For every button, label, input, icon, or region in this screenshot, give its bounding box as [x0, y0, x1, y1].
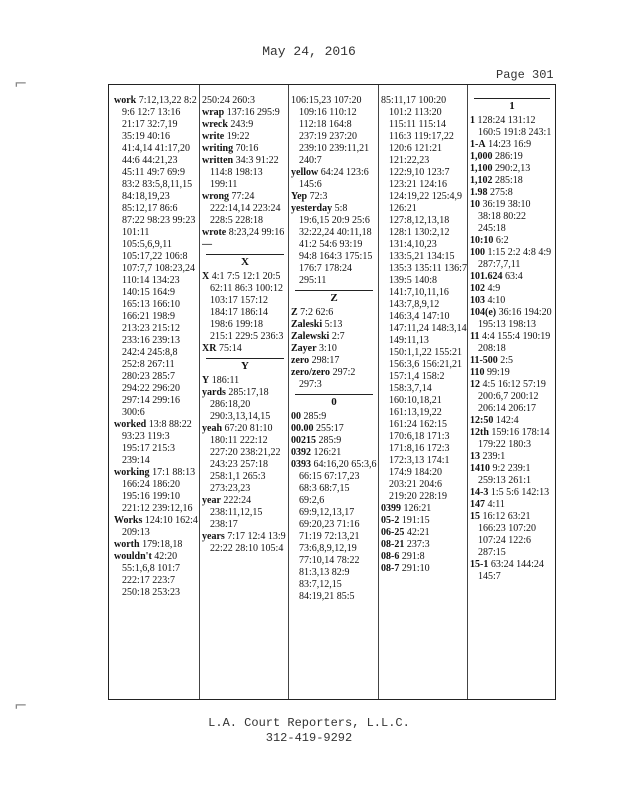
index-entry: [470, 307, 554, 331]
index-entry: [291, 331, 377, 343]
index-page-refs: 1:5 5:6 142:13: [490, 487, 550, 498]
index-page-refs: 7:17 12:4 13:9 22:22 28:10 105:4: [210, 531, 286, 554]
index-entry: [381, 551, 467, 563]
index-term: 06-25: [381, 527, 405, 538]
index-term: yards: [202, 387, 226, 398]
index-term: yellow: [291, 167, 319, 178]
index-term: 1,100: [470, 163, 493, 174]
index-page-refs: 186:11: [211, 375, 240, 386]
index-entry: [202, 131, 288, 143]
column-divider: [199, 85, 200, 699]
index-term: 15: [470, 511, 480, 522]
index-entry: [202, 119, 288, 131]
index-term: 11-500: [470, 355, 498, 366]
index-page-refs: 250:24 260:3: [202, 95, 256, 106]
index-entry: [470, 427, 554, 451]
index-term: 1: [470, 115, 475, 126]
index-entry: [470, 487, 554, 499]
index-term: 15-1: [470, 559, 489, 570]
index-page-refs: 36:16 194:20 195:13 198:13: [478, 307, 552, 330]
index-page-refs: 159:16 178:14 179:22 180:3: [478, 427, 550, 450]
index-page-refs: 3:10: [319, 343, 337, 354]
index-term: 08-7: [381, 563, 400, 574]
index-term: 110: [470, 367, 485, 378]
index-entry: [470, 283, 554, 295]
index-page-refs: 106:15,23 107:20 109:16 110:12 112:18 164:8 237:19 237:20 239:10 239:11,21 240:7: [291, 95, 370, 166]
index-page-refs: 4:11: [487, 499, 505, 510]
index-term: 00215: [291, 435, 316, 446]
index-column-2: [202, 95, 288, 693]
index-entry: [202, 495, 288, 531]
index-entry: [291, 411, 377, 423]
index-entry: [291, 447, 377, 459]
page-number: Page 301: [496, 68, 554, 82]
index-term: 1,102: [470, 175, 493, 186]
index-entry: [202, 107, 288, 119]
index-entry: [114, 467, 198, 515]
index-entry: [291, 307, 377, 319]
index-page-refs: 72:3: [309, 191, 328, 202]
index-term: Zalewski: [291, 331, 330, 342]
index-page-refs: 243:9: [230, 119, 254, 130]
index-term: wrap: [202, 107, 225, 118]
index-page-refs: 297:2 297:3: [299, 367, 356, 390]
index-term: yeah: [202, 423, 222, 434]
index-entry: [114, 419, 198, 467]
index-term: 00.00: [291, 423, 314, 434]
index-term: wreck: [202, 119, 228, 130]
index-column-5: [470, 95, 554, 693]
index-page-refs: 237:3: [406, 539, 430, 550]
index-term: 10:10: [470, 235, 494, 246]
index-entry: [202, 375, 288, 387]
index-page-refs: 77:24 222:14,14 223:24 228:5 228:18: [210, 191, 281, 226]
index-page-refs: 286:19: [495, 151, 523, 162]
index-page-refs: 6:2: [495, 235, 509, 246]
index-entry: [470, 271, 554, 283]
index-page-refs: 285:9: [318, 435, 342, 446]
index-entry: [470, 367, 554, 379]
footer-company: L.A. Court Reporters, L.L.C.: [208, 716, 410, 730]
index-entry: [114, 95, 198, 419]
index-term: 12:50: [470, 415, 494, 426]
index-page-refs: 2:5: [500, 355, 514, 366]
index-page-refs: 4:4 155:4 190:19 208:18: [478, 331, 551, 354]
index-page-refs: 42:20 55:1,6,8 101:7 222:17 223:7 250:18 253:23: [122, 551, 181, 598]
index-page-refs: 42:21: [406, 527, 430, 538]
index-term: zero/zero: [291, 367, 331, 378]
index-page-refs: 5:8 19:6,15 20:9 25:6 32:22,24 40:11,18 41:2 54:6 93:19 94:8 164:3 175:15 176:7 178:24 295:11: [299, 203, 373, 286]
index-term: 147: [470, 499, 485, 510]
index-page-refs: 67:20 81:10 180:11 222:12 227:20 238:21,22 243:23 257:18 258:1,1 265:3 273:23,23: [210, 423, 281, 494]
index-entry: [114, 539, 198, 551]
index-page-refs: 7:2 62:6: [300, 307, 334, 318]
index-term: 14-3: [470, 487, 489, 498]
index-section-header: X: [206, 254, 284, 268]
index-entry: [470, 499, 554, 511]
index-page-refs: 75:14: [218, 343, 242, 354]
index-term: X: [202, 271, 210, 282]
index-entry: [381, 539, 467, 551]
index-term: worth: [114, 539, 140, 550]
index-entry: [291, 203, 377, 287]
index-entry: [202, 143, 288, 155]
index-entry: [202, 343, 288, 355]
index-page-refs: 142:4: [495, 415, 519, 426]
index-page-refs: 222:24 238:11,12,15 238:17: [210, 495, 263, 530]
index-page-refs: 85:11,17 100:20 101:2 113:20 115:11 115:14 116:3 119:17,22 120:6 121:21 121:22,23 122:9,10 123:7 123:21 124:16 124:19,22 125:4,9 126:21 127:8,12,13,18 128:1 130:2,12 131:4,10,23 133:5,21 134:15 135:3 135:11 136:7 139:5 140:8 141:7,10,11,16 143:7,8,9,12 146:3,4 147:10 147:11,24 148:3,14 149:11,13 150:1,1,22 155:21 156:3,6 156:21,21 157:1,4 158:2 158:3,7,14 160:10,18,21 161:13,19,22 161:24 162:15 170:6,18 171:3 171:8,16 172:3 172:3,13 174:1 174:9 184:20 203:21 204:6 219:20 228:19: [381, 95, 467, 502]
index-entry: [202, 155, 288, 191]
index-term: 103: [470, 295, 485, 306]
index-page-refs: 4:5 16:12 57:19 200:6,7 200:12 206:14 206:17: [478, 379, 546, 414]
index-page-refs: 7:12,13,22 8:2 9:6 12:7 13:16 21:17 32:7,19 35:19 40:16 41:4,14 41:17,20 44:6 44:21,23 45:11 49:7 69:9 83:2 83:5,8,11,15 84:18,19,23 85:12,17 86:6 87:22 98:23 99:23 101:11 105:5,6,9,11 105:17,22 106:8 107:7,7 108:23,24 110:14 134:23 140:15 164:9 165:13 166:10 166:21 198:9 213:23 215:12 233:16 239:13 242:4 245:8,8 252:8 267:11 280:23 285:7 294:22 296:20 297:14 299:16 300:6: [122, 95, 197, 418]
index-entry: [202, 227, 288, 239]
index-entry: [381, 515, 467, 527]
index-page-refs: 16:12 63:21 166:23 107:20 107:24 122:6 287:15: [478, 511, 537, 558]
index-page-refs: 126:21: [313, 447, 342, 458]
index-term: 0393: [291, 459, 311, 470]
index-column-3: [291, 95, 377, 693]
index-page-refs: 291:8: [401, 551, 425, 562]
index-page-refs: 34:3 91:22 114:8 198:13 199:11: [210, 155, 279, 190]
index-page-refs: 19:22: [226, 131, 250, 142]
index-entry: [470, 355, 554, 367]
index-page-refs: 36:19 38:10 38:18 80:22 245:18: [478, 199, 531, 234]
index-entry: [470, 463, 554, 487]
index-page-refs: 99:19: [486, 367, 510, 378]
index-entry: [470, 175, 554, 187]
index-term: work: [114, 95, 137, 106]
index-term: year: [202, 495, 221, 506]
index-term: 101.624: [470, 271, 503, 282]
index-entry: [470, 115, 554, 139]
index-term: Y: [202, 375, 210, 386]
index-term: 08-6: [381, 551, 400, 562]
index-entry: [202, 271, 288, 343]
index-term: 1410: [470, 463, 490, 474]
index-entry: [291, 319, 377, 331]
index-page-refs: 298:17: [311, 355, 340, 366]
index-section-header: 1: [474, 98, 550, 112]
index-page-refs: 64:24 123:6 145:6: [299, 167, 369, 190]
index-entry: [470, 247, 554, 271]
index-term: 11: [470, 331, 480, 342]
index-term: —: [202, 239, 212, 250]
index-page-refs: 13:8 88:22 93:23 119:3 195:17 215:3 239:14: [122, 419, 192, 466]
index-entry: [291, 343, 377, 355]
index-column-1: [114, 95, 198, 693]
index-term: 0392: [291, 447, 311, 458]
index-entry: [470, 187, 554, 199]
scan-mark-top: ⌐: [14, 74, 28, 93]
index-entry: [381, 563, 467, 575]
index-term: 05-2: [381, 515, 400, 526]
column-divider: [288, 85, 289, 699]
index-term: 10: [470, 199, 480, 210]
index-entry: [470, 451, 554, 463]
index-page-refs: 191:15: [401, 515, 430, 526]
index-page-refs: 137:16 295:9: [226, 107, 280, 118]
index-page-refs: 9:2 239:1 259:13 261:1: [478, 463, 532, 486]
index-page-refs: 63:24 144:24 145:7: [478, 559, 544, 582]
index-entry: [202, 95, 288, 107]
index-term: 100: [470, 247, 485, 258]
index-page-refs: 4:10: [487, 295, 506, 306]
index-frame: [108, 84, 556, 700]
column-divider: [467, 85, 468, 699]
index-term: write: [202, 131, 225, 142]
index-page-refs: 291:10: [401, 563, 430, 574]
footer-phone: 312-419-9292: [265, 731, 353, 745]
index-term: worked: [114, 419, 147, 430]
index-term: 104(e): [470, 307, 497, 318]
index-entry: [291, 459, 377, 603]
index-entry: [470, 511, 554, 559]
index-term: wrote: [202, 227, 227, 238]
scan-mark-bottom: ⌐: [14, 696, 28, 715]
index-page-refs: 64:16,20 65:3,6 66:15 67:17,23 68:3 68:7,15 69:2,6 69:9,12,13,17 69:20,23 71:16 71:19 72:13,21 73:6,8,9,12,19 77:10,14 78:22 81:3,13 82:9 83:7,12,15 84:19,21 85:5: [299, 459, 377, 602]
index-term: Z: [291, 307, 298, 318]
index-page-refs: 275:8: [490, 187, 513, 198]
index-term: Zaleski: [291, 319, 323, 330]
index-term: Works: [114, 515, 143, 526]
index-page-refs: 1:15 2:2 4:8 4:9 287:7,7,11: [478, 247, 552, 270]
index-term: written: [202, 155, 234, 166]
index-term: working: [114, 467, 150, 478]
index-page-refs: 285:9: [303, 411, 327, 422]
index-term: 1-A: [470, 139, 486, 150]
index-page-refs: 63:4: [505, 271, 523, 282]
index-page-refs: 285:17,18 286:18,20 290:3,13,14,15: [210, 387, 271, 422]
index-page-refs: 2:7: [331, 331, 345, 342]
index-entry: [381, 95, 467, 503]
index-page-refs: 285:18: [495, 175, 523, 186]
index-page-refs: 4:9: [487, 283, 501, 294]
index-page-refs: 70:16: [235, 143, 259, 154]
index-entry: [470, 235, 554, 247]
index-entry: [202, 423, 288, 495]
index-page-refs: 8:23,24 99:16: [228, 227, 285, 238]
index-term: years: [202, 531, 225, 542]
index-page-refs: 290:2,13: [495, 163, 531, 174]
header-date: May 24, 2016: [262, 44, 356, 59]
index-section-header: Y: [206, 358, 284, 372]
index-page-refs: 179:18,18: [142, 539, 183, 550]
index-term: yesterday: [291, 203, 333, 214]
index-term: 12th: [470, 427, 489, 438]
index-entry: [114, 551, 198, 599]
index-entry: [470, 331, 554, 355]
index-entry: [291, 95, 377, 167]
index-entry: [381, 527, 467, 539]
index-page-refs: 255:17: [316, 423, 344, 434]
index-section-header: 0: [295, 394, 373, 408]
index-section-header: Z: [295, 290, 373, 304]
index-page-refs: 14:23 16:9: [488, 139, 532, 150]
index-page-refs: 17:1 88:13 166:24 186:20 195:16 199:10 221:12 239:12,16: [122, 467, 196, 514]
index-entry: [470, 163, 554, 175]
index-term: Zayer: [291, 343, 317, 354]
index-entry: [202, 191, 288, 227]
index-entry: [470, 199, 554, 235]
index-term: 1,000: [470, 151, 493, 162]
index-entry: [202, 387, 288, 423]
index-entry: [291, 367, 377, 391]
index-term: writing: [202, 143, 234, 154]
index-page-refs: 239:1: [482, 451, 506, 462]
index-entry: [291, 423, 377, 435]
index-term: XR: [202, 343, 217, 354]
index-entry: [291, 191, 377, 203]
index-entry: [470, 151, 554, 163]
index-entry: [202, 531, 288, 555]
index-column-4: [381, 95, 467, 693]
index-entry: [470, 139, 554, 151]
index-term: 12: [470, 379, 480, 390]
index-entry: [291, 167, 377, 191]
index-page-refs: 128:24 131:12 160:5 191:8 243:1: [477, 115, 552, 138]
index-entry: [291, 355, 377, 367]
index-term: 00: [291, 411, 301, 422]
index-term: wouldn't: [114, 551, 152, 562]
index-entry: [114, 515, 198, 539]
index-term: 0399: [381, 503, 401, 514]
index-term: wrong: [202, 191, 230, 202]
index-term: Yep: [291, 191, 308, 202]
index-term: zero: [291, 355, 310, 366]
index-entry: [291, 435, 377, 447]
index-entry: [470, 415, 554, 427]
column-divider: [378, 85, 379, 699]
index-term: 102: [470, 283, 485, 294]
index-term: 1.98: [470, 187, 488, 198]
index-entry: [470, 559, 554, 583]
index-term: 13: [470, 451, 480, 462]
index-page-refs: 5:13: [324, 319, 343, 330]
index-page-refs: 126:21: [403, 503, 432, 514]
index-entry: [470, 295, 554, 307]
index-page-refs: 124:10 162:4 209:13: [122, 515, 198, 538]
index-entry: [202, 239, 288, 251]
index-entry: [381, 503, 467, 515]
index-page-refs: 4:1 7:5 12:1 20:5 62:11 86:3 100:12 103:17 157:12 184:17 186:14 198:6 199:18 215:1 229:5 236:3: [210, 271, 284, 342]
index-term: 08-21: [381, 539, 405, 550]
index-entry: [470, 379, 554, 415]
